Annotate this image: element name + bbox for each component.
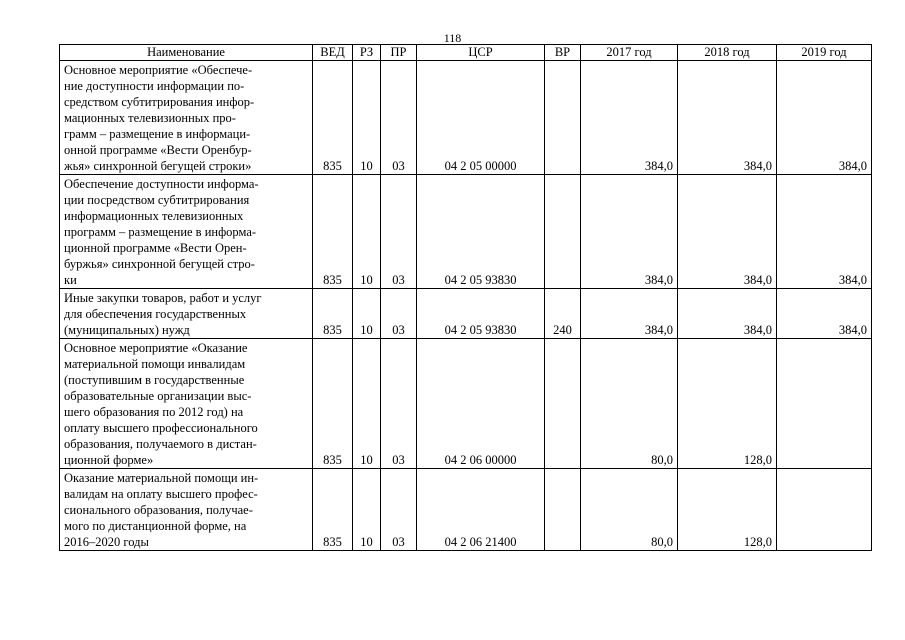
row-rz: 10 [353,175,381,289]
row-2018: 384,0 [678,61,777,175]
table-row [60,469,872,551]
header-row [60,45,872,61]
table-row [60,175,872,289]
row-vr [545,61,581,175]
header-ved: ВЕД [313,45,353,61]
row-csr: 04 2 06 21400 [417,469,545,551]
table-row [60,339,872,469]
row-pr: 03 [381,339,417,469]
row-2019: 384,0 [777,61,872,175]
row-2018: 384,0 [678,289,777,339]
row-name: Иные закупки товаров, работ и услуг для обеспечения государственных (муниципальных) нужд [60,289,313,339]
row-ved: 835 [313,61,353,175]
row-name: Основное мероприятие «Оказание материальной помощи инвалидам (поступившим в государственные образовательные организации выс- шего образования по 2012 год) на оплату высшего профессионального образования, получаемого в дистан- ционной форме» [60,339,313,469]
row-2019: 384,0 [777,175,872,289]
table-row [60,61,872,175]
row-rz: 10 [353,289,381,339]
row-rz: 10 [353,339,381,469]
row-2017: 384,0 [581,289,678,339]
row-vr [545,469,581,551]
row-2019 [777,469,872,551]
row-2017: 80,0 [581,469,678,551]
header-name: Наименование [60,45,313,61]
header-2018: 2018 год [678,45,777,61]
header-2019: 2019 год [777,45,872,61]
row-ved: 835 [313,339,353,469]
row-ved: 835 [313,289,353,339]
row-2017: 384,0 [581,175,678,289]
budget-table [59,44,872,551]
row-2017: 80,0 [581,339,678,469]
row-2018: 128,0 [678,339,777,469]
row-2019: 384,0 [777,289,872,339]
row-rz: 10 [353,469,381,551]
row-2017: 384,0 [581,61,678,175]
row-rz: 10 [353,61,381,175]
row-csr: 04 2 05 00000 [417,61,545,175]
header-csr: ЦСР [417,45,545,61]
row-csr: 04 2 05 93830 [417,175,545,289]
row-pr: 03 [381,61,417,175]
row-2018: 384,0 [678,175,777,289]
row-pr: 03 [381,289,417,339]
row-name: Обеспечение доступности информа- ции посредством субтитрирования информационных телевизионных программ – размещение в информа- ционной программе «Вести Орен- буржья» синхронной бегущей стро- ки [60,175,313,289]
header-rz: РЗ [353,45,381,61]
row-ved: 835 [313,175,353,289]
row-vr [545,175,581,289]
row-csr: 04 2 06 00000 [417,339,545,469]
row-2019 [777,339,872,469]
row-csr: 04 2 05 93830 [417,289,545,339]
row-pr: 03 [381,175,417,289]
row-name: Основное мероприятие «Обеспече- ние доступности информации по- средством субтитрирования инфор- мационных телевизионных про- грамм – размещение в информаци- онной программе «Вести Оренбур- жья» синхронной бегущей строки» [60,61,313,175]
row-ved: 835 [313,469,353,551]
row-vr: 240 [545,289,581,339]
header-pr: ПР [381,45,417,61]
header-vr: ВР [545,45,581,61]
row-name: Оказание материальной помощи ин- валидам на оплату высшего профес- сионального образования, получае- мого по дистанционной форме, на 2016–2020 годы [60,469,313,551]
row-vr [545,339,581,469]
row-2018: 128,0 [678,469,777,551]
row-pr: 03 [381,469,417,551]
header-2017: 2017 год [581,45,678,61]
page-number: 118 [443,31,462,45]
table-row [60,289,872,339]
